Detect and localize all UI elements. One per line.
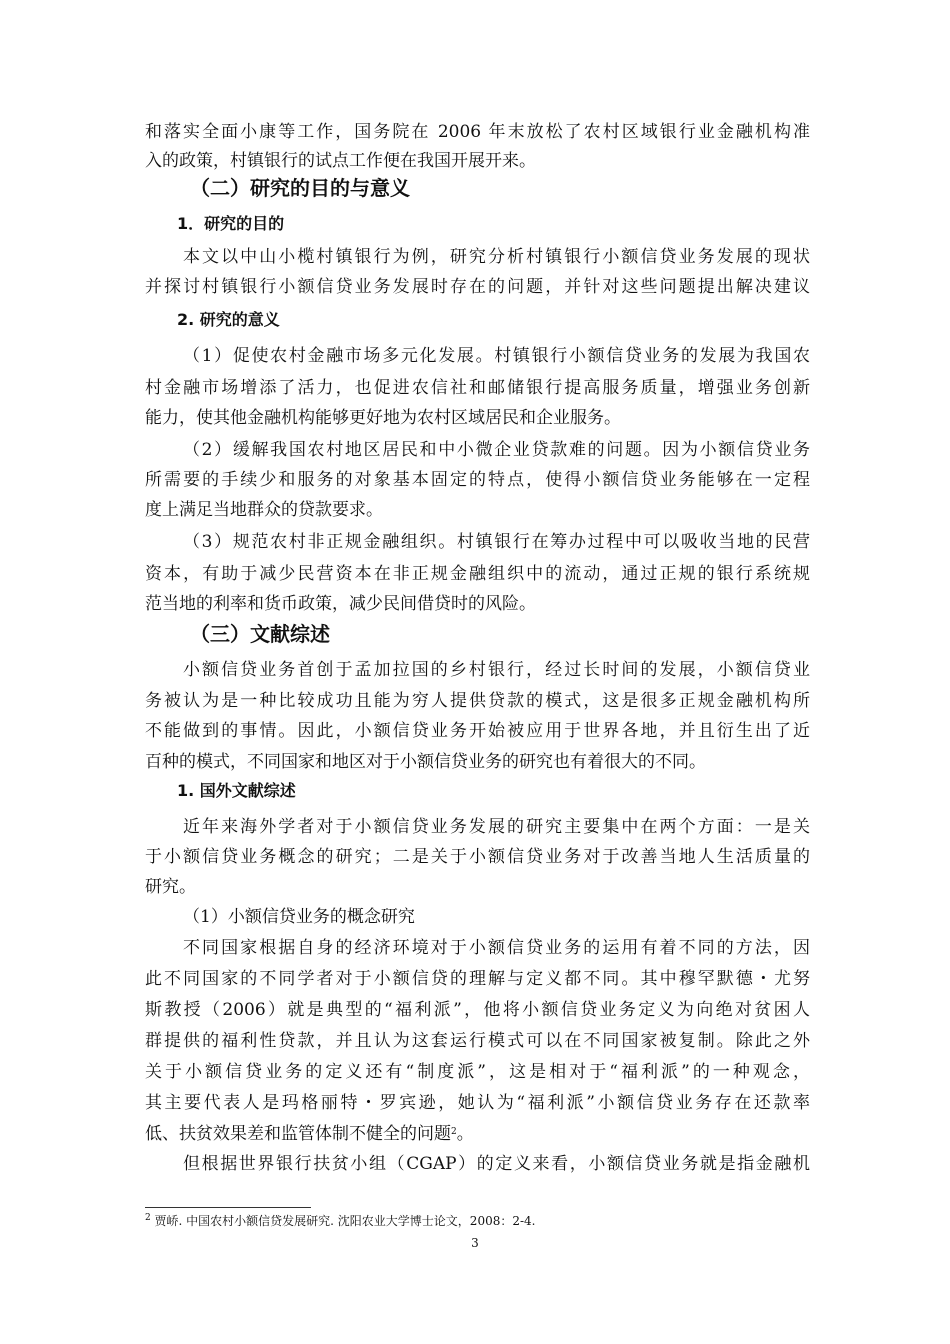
subheading-concept-research: （1）小额信贷业务的概念研究 [183,907,415,927]
paragraph-4-line-3: 度上满足当地群众的贷款要求。 [145,500,383,520]
footnote-reference[interactable]: 2 [451,1127,457,1137]
paragraph-1-line-1: 和落实全面小康等工作，国务院在 2006 年末放松了农村区域银行业金融机构准 [145,122,810,142]
paragraph-6-line-1: 小额信贷业务首创于孟加拉国的乡村银行，经过长时间的发展，小额信贷业 [183,660,810,680]
paragraph-2-line-2: 并探讨村镇银行小额信贷业务发展时存在的问题，并针对这些问题提出解决建议 [145,277,810,297]
paragraph-7-line-1: 近年来海外学者对于小额信贷业务发展的研究主要集中在两个方面：一是关 [183,817,810,837]
paragraph-3-line-2: 村金融市场增添了活力，也促进农信社和邮储银行提高服务质量，增强业务创新 [145,378,810,398]
paragraph-1-line-2: 入的政策，村镇银行的试点工作便在我国开展开来。 [145,151,536,171]
paragraph-6-line-3: 不能做到的事情。因此，小额信贷业务开始被应用于世界各地，并且衍生出了近 [145,721,810,741]
paragraph-9-line-1: 但根据世界银行扶贫小组（CGAP）的定义来看，小额信贷业务就是指金融机 [183,1154,810,1174]
paragraph-7-line-3: 研究。 [145,877,196,897]
footnote-separator [145,1207,311,1208]
footnote-mark: 2 [145,1213,151,1223]
subsection-heading-foreign-literature: 1. 国外文献综述 [177,781,296,800]
paragraph-2-line-1: 本文以中山小榄村镇银行为例，研究分析村镇银行小额信贷业务发展的现状 [183,247,810,267]
paragraph-3-line-3: 能力，使其他金融机构能够更好地为农村区域居民和企业服务。 [145,408,621,428]
subsection-heading-purpose: 1．研究的目的 [177,214,285,233]
paragraph-6-line-4: 百种的模式，不同国家和地区对于小额信贷业务的研究也有着很大的不同。 [145,752,706,772]
paragraph-5-line-2: 资本，有助于减少民营资本在非正规金融组织中的流动，通过正规的银行系统规 [145,564,810,584]
paragraph-6-line-2: 务被认为是一种比较成功且能为穷人提供贷款的模式，这是很多正规金融机构所 [145,691,810,711]
section-heading-2: （二）研究的目的与意义 [190,176,410,200]
page-number: 3 [471,1236,479,1250]
paragraph-8-line-4: 群提供的福利性贷款，并且认为这套运行模式可以在不同国家被复制。除此之外 [145,1031,810,1051]
paragraph-5-line-1: （3）规范农村非正规金融组织。村镇银行在筹办过程中可以吸收当地的民营 [183,532,810,552]
paragraph-4-line-2: 所需要的手续少和服务的对象基本固定的特点，使得小额信贷业务能够在一定程 [145,470,810,490]
paragraph-8-line-1: 不同国家根据自身的经济环境对于小额信贷业务的运用有着不同的方法，因 [183,938,810,958]
footnote [145,1213,536,1229]
paragraph-5-line-3: 范当地的利率和货币政策，减少民间借贷时的风险。 [145,594,536,614]
section-heading-3: （三）文献综述 [190,622,330,646]
paragraph-8-line-5: 关于小额信贷业务的定义还有“制度派”，这是相对于“福利派”的一种观念， [145,1062,810,1082]
paragraph-8-line-2: 此不同国家的不同学者对于小额信贷的理解与定义都不同。其中穆罕默德・尤努 [145,969,810,989]
paragraph-8-line-7 [145,1123,810,1145]
footnote-text: 贾峤. 中国农村小额信贷发展研究. 沈阳农业大学博士论文，2008：2-4. [150,1214,536,1228]
paragraph-8-line-6: 其主要代表人是玛格丽特・罗宾逊，她认为“福利派”小额信贷业务存在还款率 [145,1093,810,1113]
subsection-heading-significance: 2. 研究的意义 [177,310,280,329]
paragraph-8-line-3: 斯教授（2006）就是典型的“福利派”，他将小额信贷业务定义为向绝对贫困人 [145,1000,810,1020]
paragraph-8-line-7-text: 低、扶贫效果差和监管体制不健全的问题 [145,1124,451,1144]
paragraph-4-line-1: （2）缓解我国农村地区居民和中小微企业贷款难的问题。因为小额信贷业务 [183,440,810,460]
paragraph-7-line-2: 于小额信贷业务概念的研究；二是关于小额信贷业务对于改善当地人生活质量的 [145,847,810,867]
paragraph-8-line-7-end: 。 [456,1124,474,1144]
paragraph-3-line-1: （1）促使农村金融市场多元化发展。村镇银行小额信贷业务的发展为我国农 [183,346,810,366]
